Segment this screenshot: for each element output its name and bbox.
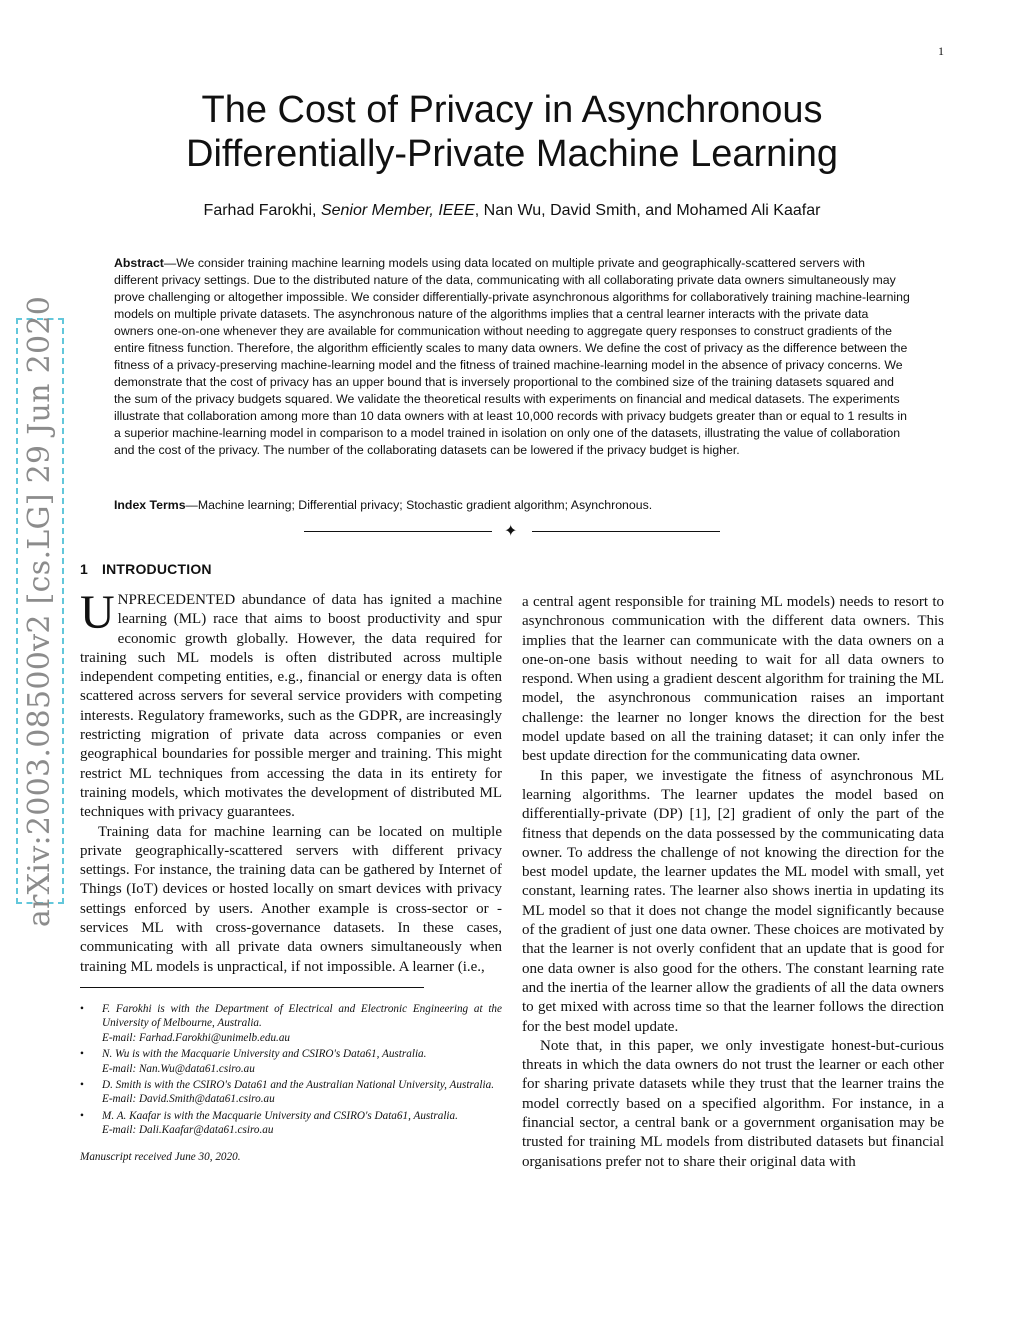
page-number: 1: [938, 44, 944, 58]
index-terms: [114, 497, 910, 514]
abstract-text: —We consider training machine learning models using data located on multiple private and geographically-scattered servers with different privacy settings. Due to the distributed nature of the data, communicating with all collaborating private data owners simultaneously may prove challenging or altogether impossible. We consider differentially-private asynchronous algorithms for collaboratively training machine-learning models on multiple private datasets. The asynchronous nature of the algorithms implies that a central learner interacts with the private data owners one-on-one whenever they are available for communication without needing to aggregate query responses to construct gradients of the entire fitness function. Therefore, the algorithm efficiently scales to many data owners. We define the cost of privacy as the difference between the fitness of a privacy-preserving machine-learning model and the fitness of trained machine-learning model in the absence of privacy concerns. We demonstrate that the cost of privacy has an upper bound that is inversely proportional to the combined size of the training datasets squared and the sum of the privacy budgets squared. We validate the theoretical results with experiments on financial and medical datasets. The experiments illustrate that collaboration among more than 10 data owners with at least 10,000 records with privacy budgets greater than or equal to 1 results in a superior machine-learning model in comparison to a model trained in isolation on only one of the datasets, illustrating the value of collaboration and the cost of the privacy. The number of the collaborating datasets can be lowered if the privacy budget is higher.: [114, 256, 910, 457]
arxiv-stamp: [16, 295, 64, 927]
footnote-item: • D. Smith is with the CSIRO's Data61 and the Australian National University, Australia. E-mail: David.Smith@data61.csiro.au: [80, 1078, 502, 1107]
section-number: 1: [80, 561, 88, 577]
author-membership: Senior Member, IEEE: [320, 202, 475, 219]
manuscript-received: Manuscript received June 30, 2020.: [80, 1150, 241, 1163]
drop-cap: U: [80, 586, 115, 639]
left-column: [80, 561, 502, 1164]
footnotes: [80, 1002, 502, 1164]
title-line-1: The Cost of Privacy in Asynchronous: [201, 89, 823, 131]
section-heading: [80, 561, 502, 577]
smallcaps-lead: NPRECEDENTED: [117, 592, 236, 608]
paper-title: [100, 88, 924, 177]
section-title: INTRODUCTION: [102, 561, 212, 577]
footnote-item: • N. Wu is with the Macquarie University and CSIRO's Data61, Australia. E-mail: Nan.Wu@data61.csiro.au: [80, 1047, 502, 1076]
title-line-2: Differentially-Private Machine Learning: [186, 133, 838, 176]
footnote-item: • M. A. Kaafar is with the Macquarie University and CSIRO's Data61, Australia. E-mail: Dali.Kaafar@data61.csiro.au: [80, 1109, 502, 1138]
right-paragraph-3: Note that, in this paper, we only investigate honest-but-curious threats in which the data owners do not trust the learner or each other for sharing private datasets while they trust that the learner trains the model correctly based on a specified algorithm. For instance, in a financial sector, a central bank or a government organisation may be trusted for training ML models from distributed datasets but financial organisations prefer not to share their original data with: [522, 1037, 944, 1170]
right-column: [522, 593, 944, 1172]
intro-paragraph-1-text: abundance of data has ignited a machine learning (ML) race that aims to boost productivity and spur economic growth globally. However, the data required for training such ML models is often distributed across multiple independent competing entities, e.g., financial or energy data is often scattered across servers for several service providers with competing interests. Regulatory frameworks, such as the GDPR, are increasingly restricting migration of private data across companies or even geographical boundaries for possible merger and training. This might restrict ML techniques from accessing the data in its entirety for training models, which motivates the development of distributed ML techniques with privacy guarantees.: [80, 592, 502, 821]
arxiv-stamp-text: arXiv:2003.08500v2 [cs.LG] 29 Jun 2020: [22, 295, 58, 927]
separator-line-right: [532, 531, 720, 532]
abstract-label: Abstract: [114, 256, 164, 270]
right-paragraph-1: a central agent responsible for training ML models) needs to resort to asynchronous communication with the different data owners. This implies that the learner can communicate with the data owners on a one-on-one basis without needing to wait for all data owners to respond. When using a gradient descent algorithm for training the ML model, the asynchronous communication raises an important challenge: the learner no longer knows the direction for the best model update based on all the training dataset; it can only infer the best update direction for the communicating data owner.: [522, 594, 944, 765]
author-first: Farhad Farokhi,: [203, 202, 321, 219]
footnote-rule: [80, 987, 424, 988]
index-terms-label: Index Terms: [114, 498, 186, 512]
right-paragraph-2: In this paper, we investigate the fitness of asynchronous ML learning algorithms. The learner updates the model based on differentially-private (DP) [1], [2] gradient of only the part of the fitness that depends on the data possessed by the communicating data owner. To address the challenge of not knowing the direction for the best model update, the learner updates the ML model with small, yet constant, learning rates. The learner also shows inertia in updating its ML model so that it does not change the model significantly because of the gradient of just one data owner. These choices are motivated by that the learner is not overly confident that an update that is good for one data owner is also good for the others. The constant learning rate and the inertia of the learner allow the gradients of all the data owners to get mixed with across time so that the learner follows the direction for the best model update.: [522, 767, 944, 1035]
abstract: [114, 255, 910, 459]
separator-line-left: [304, 531, 492, 532]
intro-paragraph-1: [80, 586, 502, 823]
index-terms-text: —Machine learning; Differential privacy; Stochastic gradient algorithm; Asynchronous.: [185, 498, 653, 512]
section-separator: [304, 521, 720, 540]
author-list: [80, 202, 944, 220]
footnote-item: • F. Farokhi is with the Department of Electrical and Electronic Engineering at the University of Melbourne, Australia. E-mail: Farhad.Farokhi@unimelb.edu.au: [80, 1002, 502, 1045]
separator-diamond-icon: ✦: [504, 521, 518, 540]
intro-paragraph-2: Training data for machine learning can be located on multiple private geographically-scattered servers with different privacy settings. For instance, the training data can be gathered by Internet of Things (IoT) devices or hosted locally on smart devices with privacy settings enforced by users. Another example is cross-sector or -services ML with cross-governance datasets. In these cases, communicating with all private data owners simultaneously when training ML models is unpractical, if not impossible. A learner (i.e.,: [80, 823, 502, 975]
author-rest: , Nan Wu, David Smith, and Mohamed Ali Kaafar: [474, 202, 821, 219]
